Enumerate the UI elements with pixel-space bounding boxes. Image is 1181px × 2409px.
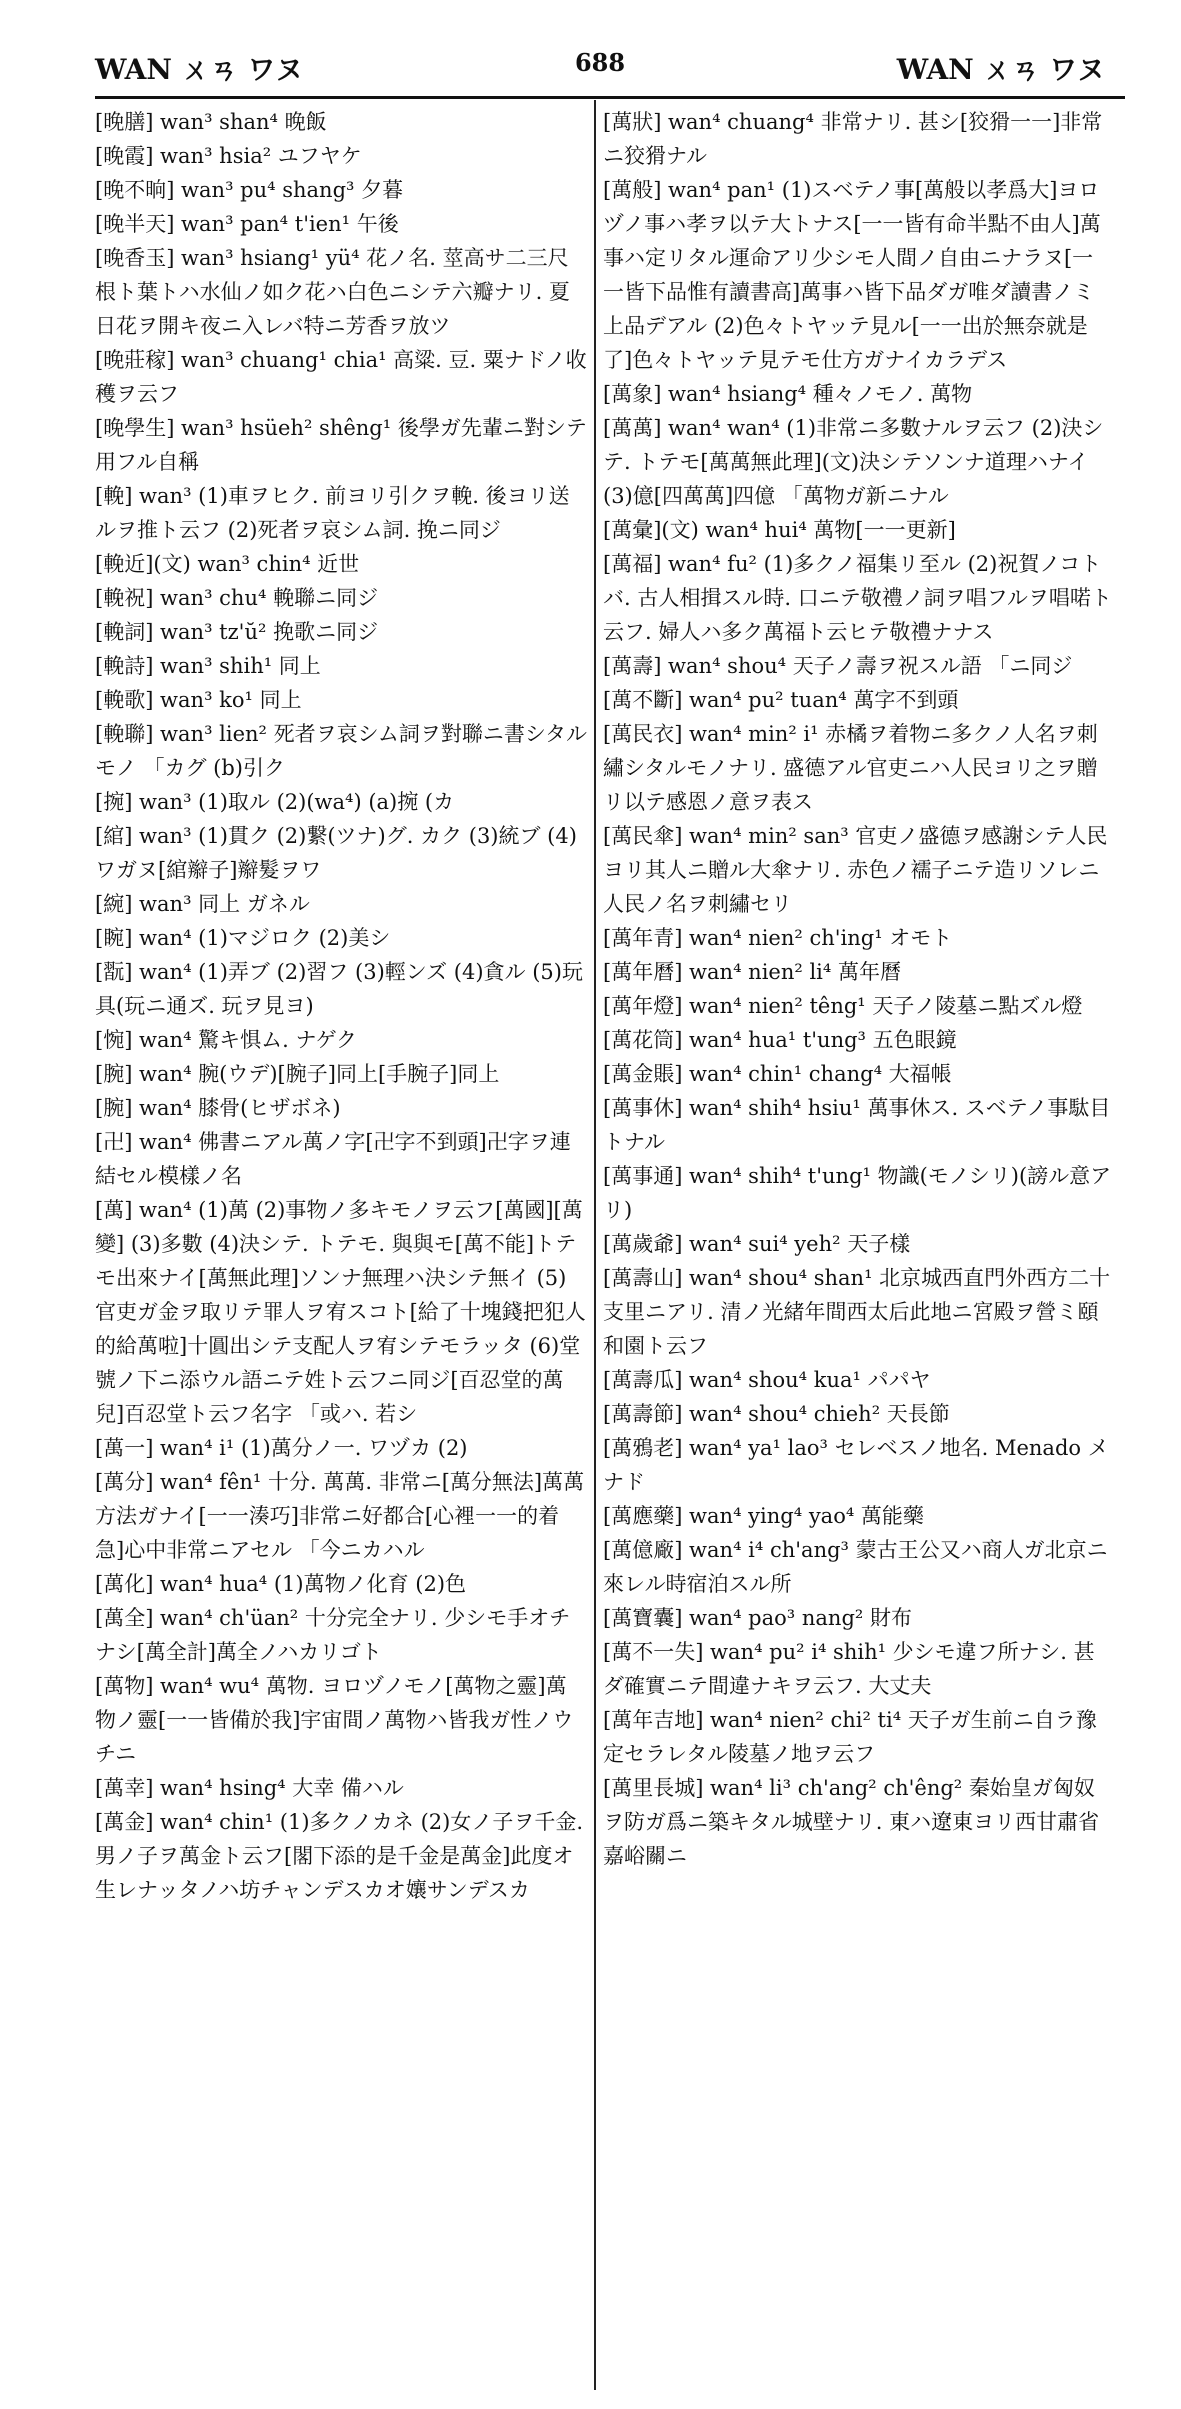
header-right-guide: WAN ㄨㄢ ワヌ xyxy=(896,53,1105,86)
page-number: 688 xyxy=(574,48,626,77)
dictionary-entry: [萬全] wan⁴ ch'üan² 十分完全ナリ. 少シモ手オチナシ[萬全計]萬全ノハカリゴト xyxy=(95,1606,571,1664)
dictionary-entry: [萬不一失] wan⁴ pu² i⁴ shih¹ 少シモ違フ所ナシ. 甚ダ確實ニテ間違ナキヲ云フ. 大丈夫 xyxy=(603,1640,1095,1698)
dictionary-entry: [腕] wan⁴ 膝骨(ヒザボネ) xyxy=(95,1096,341,1120)
dictionary-entry: [萬壽節] wan⁴ shou⁴ chieh² 天長節 xyxy=(603,1402,950,1426)
dictionary-entry: [萬鴉老] wan⁴ ya¹ lao³ セレベスノ地名. Menado メナド xyxy=(603,1436,1109,1494)
dictionary-entry: [萬化] wan⁴ hua⁴ (1)萬物ノ化育 (2)色 xyxy=(95,1572,467,1596)
dictionary-entry: [萬壽瓜] wan⁴ shou⁴ kua¹ パパヤ xyxy=(603,1368,931,1392)
dictionary-entry: [惋] wan⁴ 驚キ惧ム. ナゲク xyxy=(95,1028,357,1052)
dictionary-entry: [晚半天] wan³ pan⁴ t'ien¹ 午後 xyxy=(95,212,399,236)
dictionary-entry: [晚不晌] wan³ pu⁴ shang³ 夕暮 xyxy=(95,178,404,202)
dictionary-entry: [萬金賬] wan⁴ chin¹ chang⁴ 大福帳 xyxy=(603,1062,952,1086)
dictionary-entry: [萬] wan⁴ (1)萬 (2)事物ノ多キモノヲ云フ[萬國][萬變] (3)多數 (4)決シテ. トテモ. 與與モ[萬不能]トテモ出來ナイ[萬無此理]ソンナ無理ハ決シテ無イ (5)官吏ガ金ヲ取リテ罪人ヲ宥スコト[給了十塊錢把犯人的給萬啦]十圓出シテ支配人ヲ宥シテモラッタ (6)堂號ノ下ニ添ウル語ニテ姓ト云フニ同ジ[百忍堂的萬兒]百忍堂ト云フ名字 「或ハ. 若シ xyxy=(95,1198,586,1426)
dictionary-entry: [萬民衣] wan⁴ min² i¹ 赤橘ヲ着物ニ多クノ人名ヲ刺繡シタルモノナリ. 盛德アル官吏ニハ人民ヨリ之ヲ贈リ以テ感恩ノ意ヲ表ス xyxy=(603,722,1098,814)
dictionary-entry: [萬狀] wan⁴ chuang⁴ 非常ナリ. 甚シ[狡猾一一]非常ニ狡猾ナル xyxy=(603,110,1103,168)
dictionary-entry: [輓歌] wan³ ko¹ 同上 xyxy=(95,688,302,712)
dictionary-entry: [萬歲爺] wan⁴ sui⁴ yeh² 天子樣 xyxy=(603,1232,911,1256)
dictionary-entry: [輓祝] wan³ chu⁴ 輓聯ニ同ジ xyxy=(95,586,379,610)
dictionary-entry: [翫] wan⁴ (1)弄ブ (2)習フ (3)輕ンズ (4)貪ル (5)玩具(玩ニ通ズ. 玩ヲ見ヨ) xyxy=(95,960,583,1018)
dictionary-entry: [卍] wan⁴ 佛書ニアル萬ノ字[卍字不到頭]卍字ヲ連結セル模樣ノ名 xyxy=(95,1130,571,1188)
header-left-guide: WAN ㄨㄢ ワヌ xyxy=(95,53,304,86)
column-divider xyxy=(594,100,596,2390)
dictionary-entry: [萬一] wan⁴ i¹ (1)萬分ノ一. ワヅカ (2) xyxy=(95,1436,468,1460)
dictionary-entry: [輓近](文) wan³ chin⁴ 近世 xyxy=(95,552,360,576)
dictionary-entry: [萬寶囊] wan⁴ pao³ nang² 財布 xyxy=(603,1606,912,1630)
left-column xyxy=(95,105,587,1907)
dictionary-entry: [萬里長城] wan⁴ li³ ch'ang² ch'êng² 秦始皇ガ匈奴ヲ防ガ爲ニ築キタル城壁ナリ. 東ハ遼東ヨリ西甘肅省嘉峪關ニ xyxy=(603,1776,1100,1868)
dictionary-entry: [晚學生] wan³ hsüeh² shêng¹ 後學ガ先輩ニ對シテ用フル自稱 xyxy=(95,416,587,474)
dictionary-entry: [綰] wan³ (1)貫ク (2)繋(ツナ)グ. カク (3)統ブ (4)ワガヌ[綰辮子]辮髮ヲワ xyxy=(95,824,577,882)
dictionary-entry: [晚香玉] wan³ hsiang¹ yü⁴ 花ノ名. 莖高サ二三尺根ト葉トハ水仙ノ如ク花ハ白色ニシテ六瓣ナリ. 夏日花ヲ開キ夜ニ入レバ特ニ芳香ヲ放ツ xyxy=(95,246,570,338)
dictionary-entry: [萬年青] wan⁴ nien² ch'ing¹ オモト xyxy=(603,926,953,950)
dictionary-entry: [輓聯] wan³ lien² 死者ヲ哀シム詞ヲ對聯ニ書シタルモノ 「カグ (b)引ク xyxy=(95,722,587,780)
dictionary-entry: [萬不斷] wan⁴ pu² tuan⁴ 萬字不到頭 xyxy=(603,688,959,712)
dictionary-entry: [萬年吉地] wan⁴ nien² chi² ti⁴ 天子ガ生前ニ自ラ豫定セラレタル陵墓ノ地ヲ云フ xyxy=(603,1708,1097,1766)
dictionary-entry: [萬花筒] wan⁴ hua¹ t'ung³ 五色眼鏡 xyxy=(603,1028,957,1052)
dictionary-entry: [萬分] wan⁴ fên¹ 十分. 萬萬. 非常ニ[萬分無法]萬萬方法ガナイ[一一湊巧]非常ニ好都合[心裡一一的着急]心中非常ニアセル 「今ニカハル xyxy=(95,1470,585,1562)
dictionary-entry: [輓詩] wan³ shih¹ 同上 xyxy=(95,654,321,678)
dictionary-entry: [晚霞] wan³ hsia² ユフヤケ xyxy=(95,144,362,168)
dictionary-entry: [輓詞] wan³ tz'ŭ² 挽歌ニ同ジ xyxy=(95,620,379,644)
dictionary-entry: [萬億廠] wan⁴ i⁴ ch'ang³ 蒙古王公又ハ商人ガ北京ニ來レル時宿泊スル所 xyxy=(603,1538,1108,1596)
dictionary-entry: [萬民傘] wan⁴ min² san³ 官吏ノ盛德ヲ感謝シテ人民ヨリ其人ニ贈ル大傘ナリ. 赤色ノ襦子ニテ造リソレニ人民ノ名ヲ刺繡セリ xyxy=(603,824,1108,916)
dictionary-entry: [腕] wan⁴ 腕(ウデ)[腕子]同上[手腕子]同上 xyxy=(95,1062,500,1086)
dictionary-entry: [萬年曆] wan⁴ nien² li⁴ 萬年曆 xyxy=(603,960,901,984)
dictionary-entry: [晚膳] wan³ shan⁴ 晚飯 xyxy=(95,110,327,134)
dictionary-entry: [萬幸] wan⁴ hsing⁴ 大幸 備ハル xyxy=(95,1776,404,1800)
dictionary-entry: [晚莊稼] wan³ chuang¹ chia¹ 高粱. 豆. 粟ナドノ收穫ヲ云フ xyxy=(95,348,587,406)
dictionary-entry: [萬壽山] wan⁴ shou⁴ shan¹ 北京城西直門外西方二十支里ニアリ. 清ノ光緒年間西太后此地ニ宮殿ヲ營ミ頤和園ト云フ xyxy=(603,1266,1111,1358)
header-rule xyxy=(95,96,1125,99)
dictionary-entry: [萬象] wan⁴ hsiang⁴ 種々ノモノ. 萬物 xyxy=(603,382,973,406)
dictionary-entry: [睕] wan⁴ (1)マジロク (2)美シ xyxy=(95,926,391,950)
right-column xyxy=(603,105,1113,1873)
dictionary-entry: [萬事通] wan⁴ shih⁴ t'ung¹ 物識(モノシリ)(謗ル意アリ) xyxy=(603,1164,1112,1222)
dictionary-entry: [萬萬] wan⁴ wan⁴ (1)非常ニ多數ナルヲ云フ (2)決シテ. トテモ[萬萬無此理](文)決シテソンナ道理ハナイ (3)億[四萬萬]四億 「萬物ガ新ニナル xyxy=(603,416,1104,508)
dictionary-entry: [萬事休] wan⁴ shih⁴ hsiu¹ 萬事休ス. スベテノ事駄目トナル xyxy=(603,1096,1111,1154)
dictionary-entry: [萬般] wan⁴ pan¹ (1)スベテノ事[萬般以孝爲大]ヨロヅノ事ハ孝ヲ以テ大トナス[一一皆有命半點不由人]萬事ハ定リタル運命アリ少シモ人間ノ自由ニナラヌ[一一皆下品惟有讀書高]萬事ハ皆下品ダガ唯ダ讀書ノミ上品デアル (2)色々トヤッテ見ル[一一出於無奈就是了]色々トヤッテ見テモ仕方ガナイカラデス xyxy=(603,178,1101,372)
dictionary-entry: [萬壽] wan⁴ shou⁴ 天子ノ壽ヲ祝スル語 「ニ同ジ xyxy=(603,654,1073,678)
page-header xyxy=(95,48,1105,88)
dictionary-entry: [萬年燈] wan⁴ nien² têng¹ 天子ノ陵墓ニ點ズル燈 xyxy=(603,994,1083,1018)
dictionary-entry: [萬福] wan⁴ fu² (1)多クノ福集リ至ル (2)祝賀ノコトバ. 古人相揖スル時. 口ニテ敬禮ノ詞ヲ唱フルヲ唱喏ト云フ. 婦人ハ多ク萬福ト云ヒテ敬禮ナナス xyxy=(603,552,1112,644)
dictionary-entry: [綩] wan³ 同上 ガネル xyxy=(95,892,310,916)
dictionary-entry: [輓] wan³ (1)車ヲヒク. 前ヨリ引クヲ輓. 後ヨリ送ルヲ推ト云フ (2)死者ヲ哀シム詞. 挽ニ同ジ xyxy=(95,484,570,542)
dictionary-entry: [捥] wan³ (1)取ル (2)(wa⁴) (a)捥 (カ xyxy=(95,790,455,814)
dictionary-entry: [萬彙](文) wan⁴ hui⁴ 萬物[一一更新] xyxy=(603,518,956,542)
dictionary-entry: [萬應藥] wan⁴ ying⁴ yao⁴ 萬能藥 xyxy=(603,1504,924,1528)
dictionary-entry: [萬金] wan⁴ chin¹ (1)多クノカネ (2)女ノ子ヲ千金. 男ノ子ヲ萬金ト云フ[閣下添的是千金是萬金]此度オ生レナッタノハ坊チャンデスカオ孃サンデスカ xyxy=(95,1810,584,1902)
dictionary-entry: [萬物] wan⁴ wu⁴ 萬物. ヨロヅノモノ[萬物之靈]萬物ノ靈[一一皆備於我]宇宙間ノ萬物ハ皆我ガ性ノウチニ xyxy=(95,1674,574,1766)
